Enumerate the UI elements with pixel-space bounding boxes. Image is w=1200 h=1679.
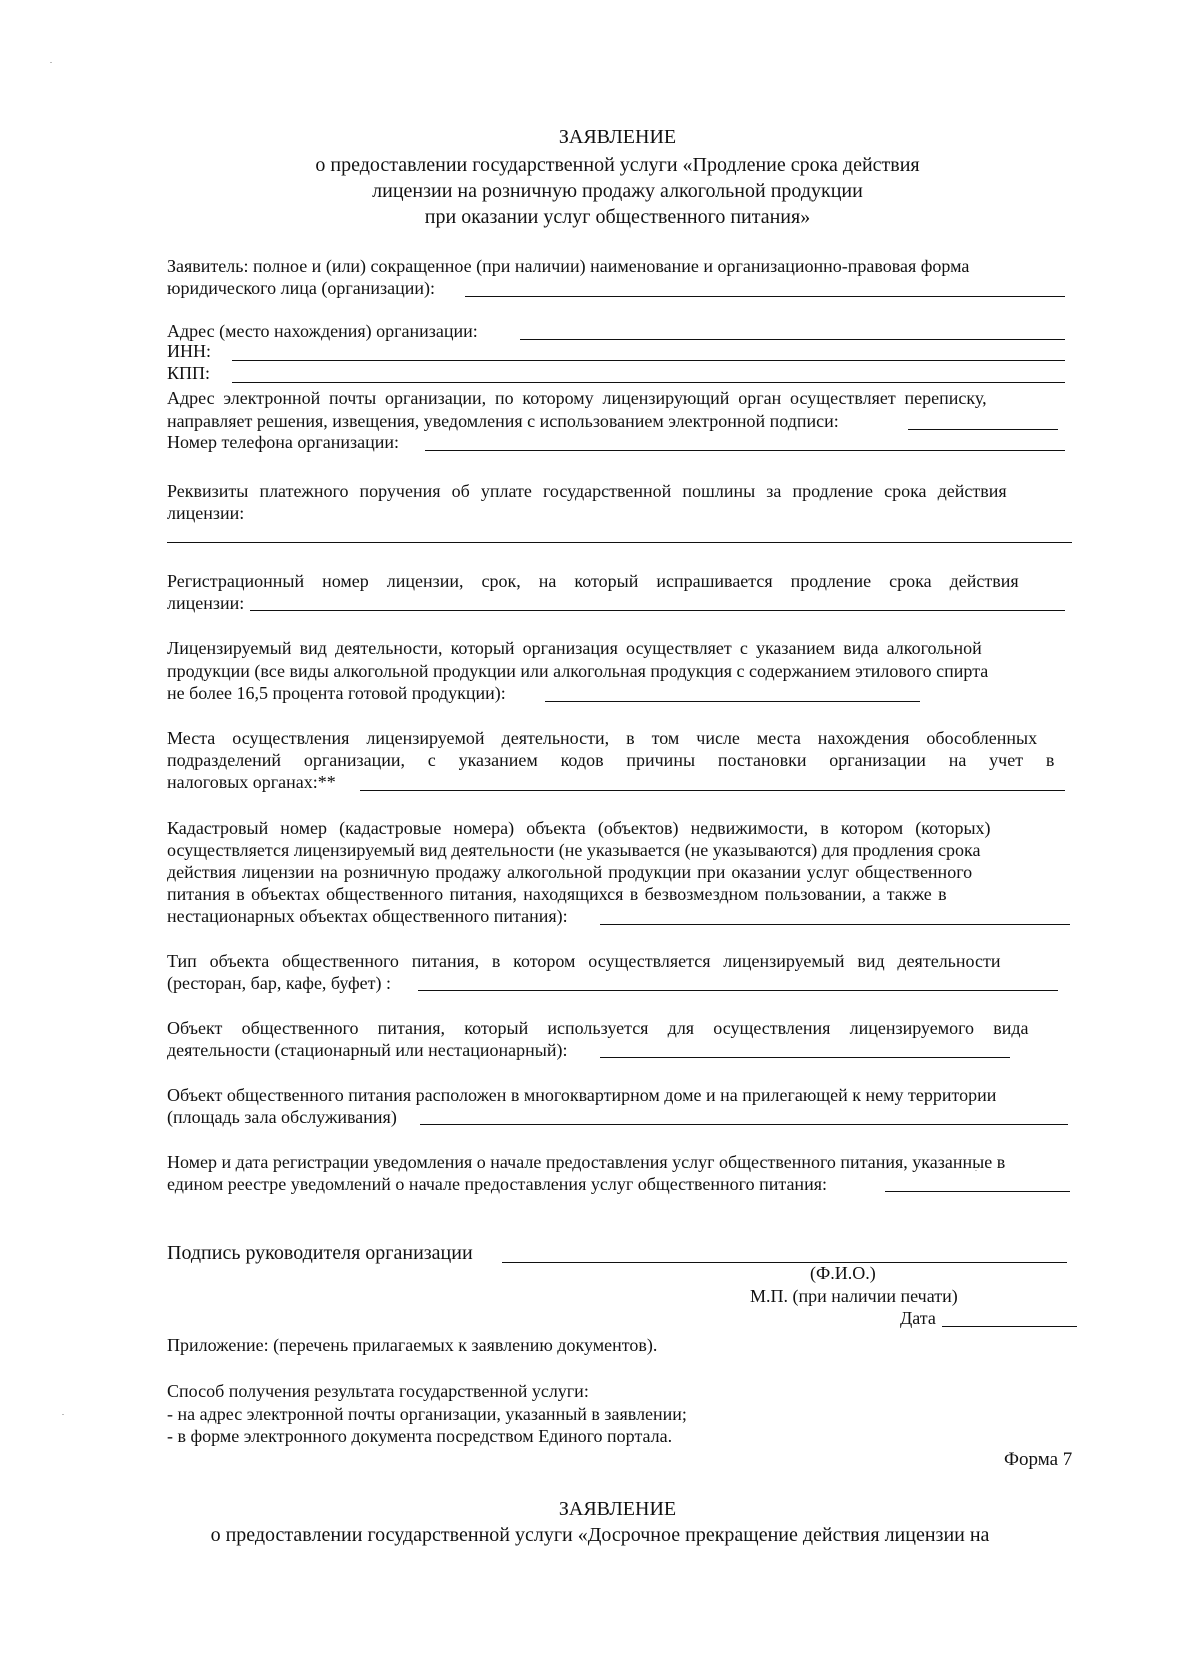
applicant-field-line[interactable] [465,296,1065,297]
activity-label-cont: продукции (все виды алкогольной продукции или алкогольная продукция с содержанием этилового спирта [167,661,989,681]
email-label-cont: направляет решения, извещения, уведомления с использованием электронной подписи: [167,411,839,431]
email-field-line[interactable] [908,429,1058,430]
places-field-line[interactable] [360,790,1065,791]
location-label: Объект общественного питания расположен в многоквартирном доме и на прилегающей к нему территории [167,1085,997,1105]
signature-field-line[interactable] [502,1262,1067,1263]
notice-field-line[interactable] [885,1191,1070,1192]
address-label: Адрес (место нахождения) организации: [167,321,478,341]
inn-field-line[interactable] [232,360,1065,361]
object-field-line[interactable] [600,1057,1010,1058]
cadastre-field-line[interactable] [600,924,1070,925]
signature-label: Подпись руководителя организации [167,1242,473,1264]
payment-label: Реквизиты платежного поручения об уплате государственной пошлины за продление срока действия [167,481,1007,501]
type-label-cont: (ресторан, бар, кафе, буфет) : [167,973,391,993]
regnum-label: Регистрационный номер лицензии, срок, на который испрашивается продление срока действия [167,571,1019,591]
type-field-line[interactable] [418,990,1058,991]
places-label-cont: налоговых органах:** [167,772,336,792]
phone-field-line[interactable] [425,450,1065,451]
scan-speck [62,1414,64,1415]
form-number-label: Форма 7 [1004,1449,1073,1470]
delivery-option: - на адрес электронной почты организации, указанный в заявлении; [167,1404,687,1424]
notice-label: Номер и дата регистрации уведомления о начале предоставления услуг общественного питания, указанные в [167,1152,1006,1172]
payment-field-line[interactable] [167,542,1072,543]
cadastre-label-cont: питания в объектах общественного питания, находящихся в безвозмездном пользовании, а также в [167,884,947,904]
signature-fio-caption: (Ф.И.О.) [810,1263,876,1283]
kpp-field-line[interactable] [232,382,1065,383]
attachment-note: Приложение: (перечень прилагаемых к заявлению документов). [167,1335,658,1355]
places-label-cont: подразделений организации, с указанием кодов причины постановки организации на учет в [167,750,1055,770]
applicant-label: Заявитель: полное и (или) сокращенное (при наличии) наименование и организационно-правовая форма [167,256,970,276]
notice-label-cont: едином реестре уведомлений о начале предоставления услуг общественного питания: [167,1174,827,1194]
delivery-option: - в форме электронного документа посредством Единого портала. [167,1426,673,1446]
activity-label: Лицензируемый вид деятельности, который организация осуществляет с указанием вида алкогольной [167,638,982,658]
location-field-line[interactable] [420,1124,1068,1125]
cadastre-label: Кадастровый номер (кадастровые номера) объекта (объектов) недвижимости, в котором (которых) [167,818,991,838]
email-label: Адрес электронной почты организации, по которому лицензирующий орган осуществляет переписку, [167,388,987,408]
next-form-title: ЗАЯВЛЕНИЕ [558,1498,677,1520]
location-label-cont: (площадь зала обслуживания) [167,1107,397,1127]
payment-label-cont: лицензии: [167,503,245,523]
activity-label-cont: не более 16,5 процента готовой продукции): [167,683,506,703]
regnum-field-line[interactable] [250,610,1065,611]
cadastre-label-cont: осуществляется лицензируемый вид деятельности (не указывается (не указываются) для продления срока [167,840,981,860]
cadastre-label-cont: нестационарных объектах общественного питания): [167,906,568,926]
document-title: ЗАЯВЛЕНИЕ [558,126,677,148]
date-field-line[interactable] [942,1326,1077,1327]
kpp-label: КПП: [167,363,211,383]
document-subtitle-line: лицензии на розничную продажу алкогольной продукции [372,180,863,202]
phone-label: Номер телефона организации: [167,432,400,452]
type-label: Тип объекта общественного питания, в котором осуществляется лицензируемый вид деятельности [167,951,1001,971]
cadastre-label-cont: действия лицензии на розничную продажу алкогольной продукции при оказании услуг общественного [167,862,973,882]
stamp-caption: М.П. (при наличии печати) [750,1286,958,1306]
regnum-label-cont: лицензии: [167,593,245,613]
object-label-cont: деятельности (стационарный или нестационарный): [167,1040,568,1060]
document-subtitle-line: при оказании услуг общественного питания» [424,206,811,228]
places-label: Места осуществления лицензируемой деятельности, в том числе места нахождения обособленных [167,728,1038,748]
scan-speck [50,62,52,63]
inn-label: ИНН: [167,341,211,361]
applicant-label-cont: юридического лица (организации): [167,278,435,298]
date-label: Дата [900,1308,936,1328]
document-subtitle-line: о предоставлении государственной услуги «Продление срока действия [315,154,920,176]
next-form-subtitle: о предоставлении государственной услуги «Досрочное прекращение действия лицензии на [210,1524,990,1546]
object-label: Объект общественного питания, который используется для осуществления лицензируемого вида [167,1018,1029,1038]
activity-field-line[interactable] [545,701,920,702]
delivery-heading: Способ получения результата государственной услуги: [167,1381,589,1401]
